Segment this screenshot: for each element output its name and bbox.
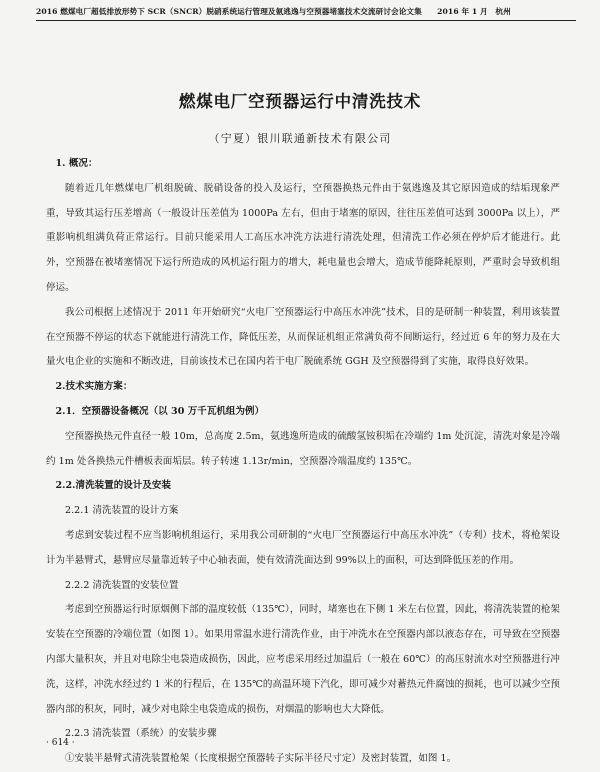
paragraph-background: 随着近几年燃煤电厂机组脱硫、脱硝设备的投入及运行，空预器换热元件由于氨逃逸及其它原因造成的结垢现象严重，导致其运行压差增高（一般设计压差值为 1000Pa 左右，但由于堵塞的原因，往往压差值可达到 3000Pa 以上），严重影响机组满负荷正常运行。目前只能采用人工高压水冲洗方法进行清洗处理，但清洗工作必须在停炉后才能进行。此外，空预器在被堵塞情况下运行所造成的风机运行阻力的增大，耗电量也会增大，造成节能降耗原则，严重时会导致机组停运。 [46, 182, 560, 293]
header-rule [36, 20, 576, 21]
subsubsection-heading-steps: 2.2.3 清洗装置（系统）的安装步骤 [65, 728, 217, 740]
subsection-heading-design-install: 2.2.清洗装置的设计及安装 [55, 480, 172, 492]
section-heading-overview: 1. 概况： [55, 158, 98, 169]
author-affiliation: （宁夏）银川联通新技术有限公司 [208, 132, 392, 145]
paper-title: 燃煤电厂空预器运行中清洗技术 [178, 92, 422, 111]
body-text [46, 152, 560, 772]
page-number: · 614 · [46, 738, 75, 748]
section-heading-implementation: 2.技术实施方案： [55, 381, 133, 393]
subsubsection-heading-design: 2.2.1 清洗装置的设计方案 [65, 505, 179, 517]
subsection-heading-equipment: 2.1．空预器设备概况（以 30 万千瓦机组为例） [55, 405, 265, 417]
subsubsection-heading-location: 2.2.2 清洗装置的安装位置 [65, 579, 179, 591]
running-header: 2016 燃煤电厂超低排放形势下 SCR（SNCR）脱硝系统运行管理及氨逃逸与空预器堵塞技术交流研讨会论文集 2016 年 1 月 杭州 [36, 7, 511, 16]
paragraph-equipment: 空预器换热元件直径一般 10m，总高度 2.5m，氨逃逸所造成的硫酸氢铵积垢在冷端约 1m 处沉淀，清洗对象是冷端约 1m 处各换热元件槽板表面垢层。转子转速 1.13r/min，空预器冷端温度约 135℃。 [46, 430, 560, 467]
paragraph-location: 考虑到空预器运行时原烟侧下部的温度较低（135℃），同时，堵塞也在下侧 1 米左右位置，因此，将清洗装置的枪架安装在空预器的冷端位置（如图 1）。如果用常温水进行清洗作业，由于冲洗水在空预器内部以液态存在，可导致在空预器内部大量积灰，并且对电除尘电袋造成损伤，因此，应考虑采用经过加温后（一般在 60℃）的高压射流水对空预器进行冲洗，这样，冲洗水经过约 1 米的行程后，在 135℃的高温环境下汽化，即可减少对蓄热元件腐蚀的损耗，也可以减少空预器内部的积灰，同时，减少对电除尘电袋造成的损伤，对烟温的影响也大大降低。 [46, 604, 560, 715]
paragraph-design: 考虑到安装过程不应当影响机组运行，采用我公司研制的“火电厂空预器运行中高压水冲洗”（专利）技术，将枪架设计为半悬臂式，悬臂应尽量靠近转子中心轴表面，使有效清洗面达到 99%以上的面积，可达到降低压差的作用。 [46, 529, 560, 566]
paragraph-research: 我公司根据上述情况于 2011 年开始研究“火电厂空预器运行中高压水冲洗”技术，目的是研制一种装置，利用该装置在空预器不停运的状态下就能进行清洗工作，降低压差，从而保证机组正常满负荷不间断运行，经过近 6 年的努力及在大量火电企业的实施和不断改进，目前该技术已在国内若干电厂脱硫系统 GGH 及空预器得到了实施，取得良好效果。 [46, 306, 560, 368]
paragraph-step-1: ①安装半悬臂式清洗装置枪架（长度根据空预器转子实际半径尺寸定）及密封装置，如图 1。 [65, 753, 457, 765]
